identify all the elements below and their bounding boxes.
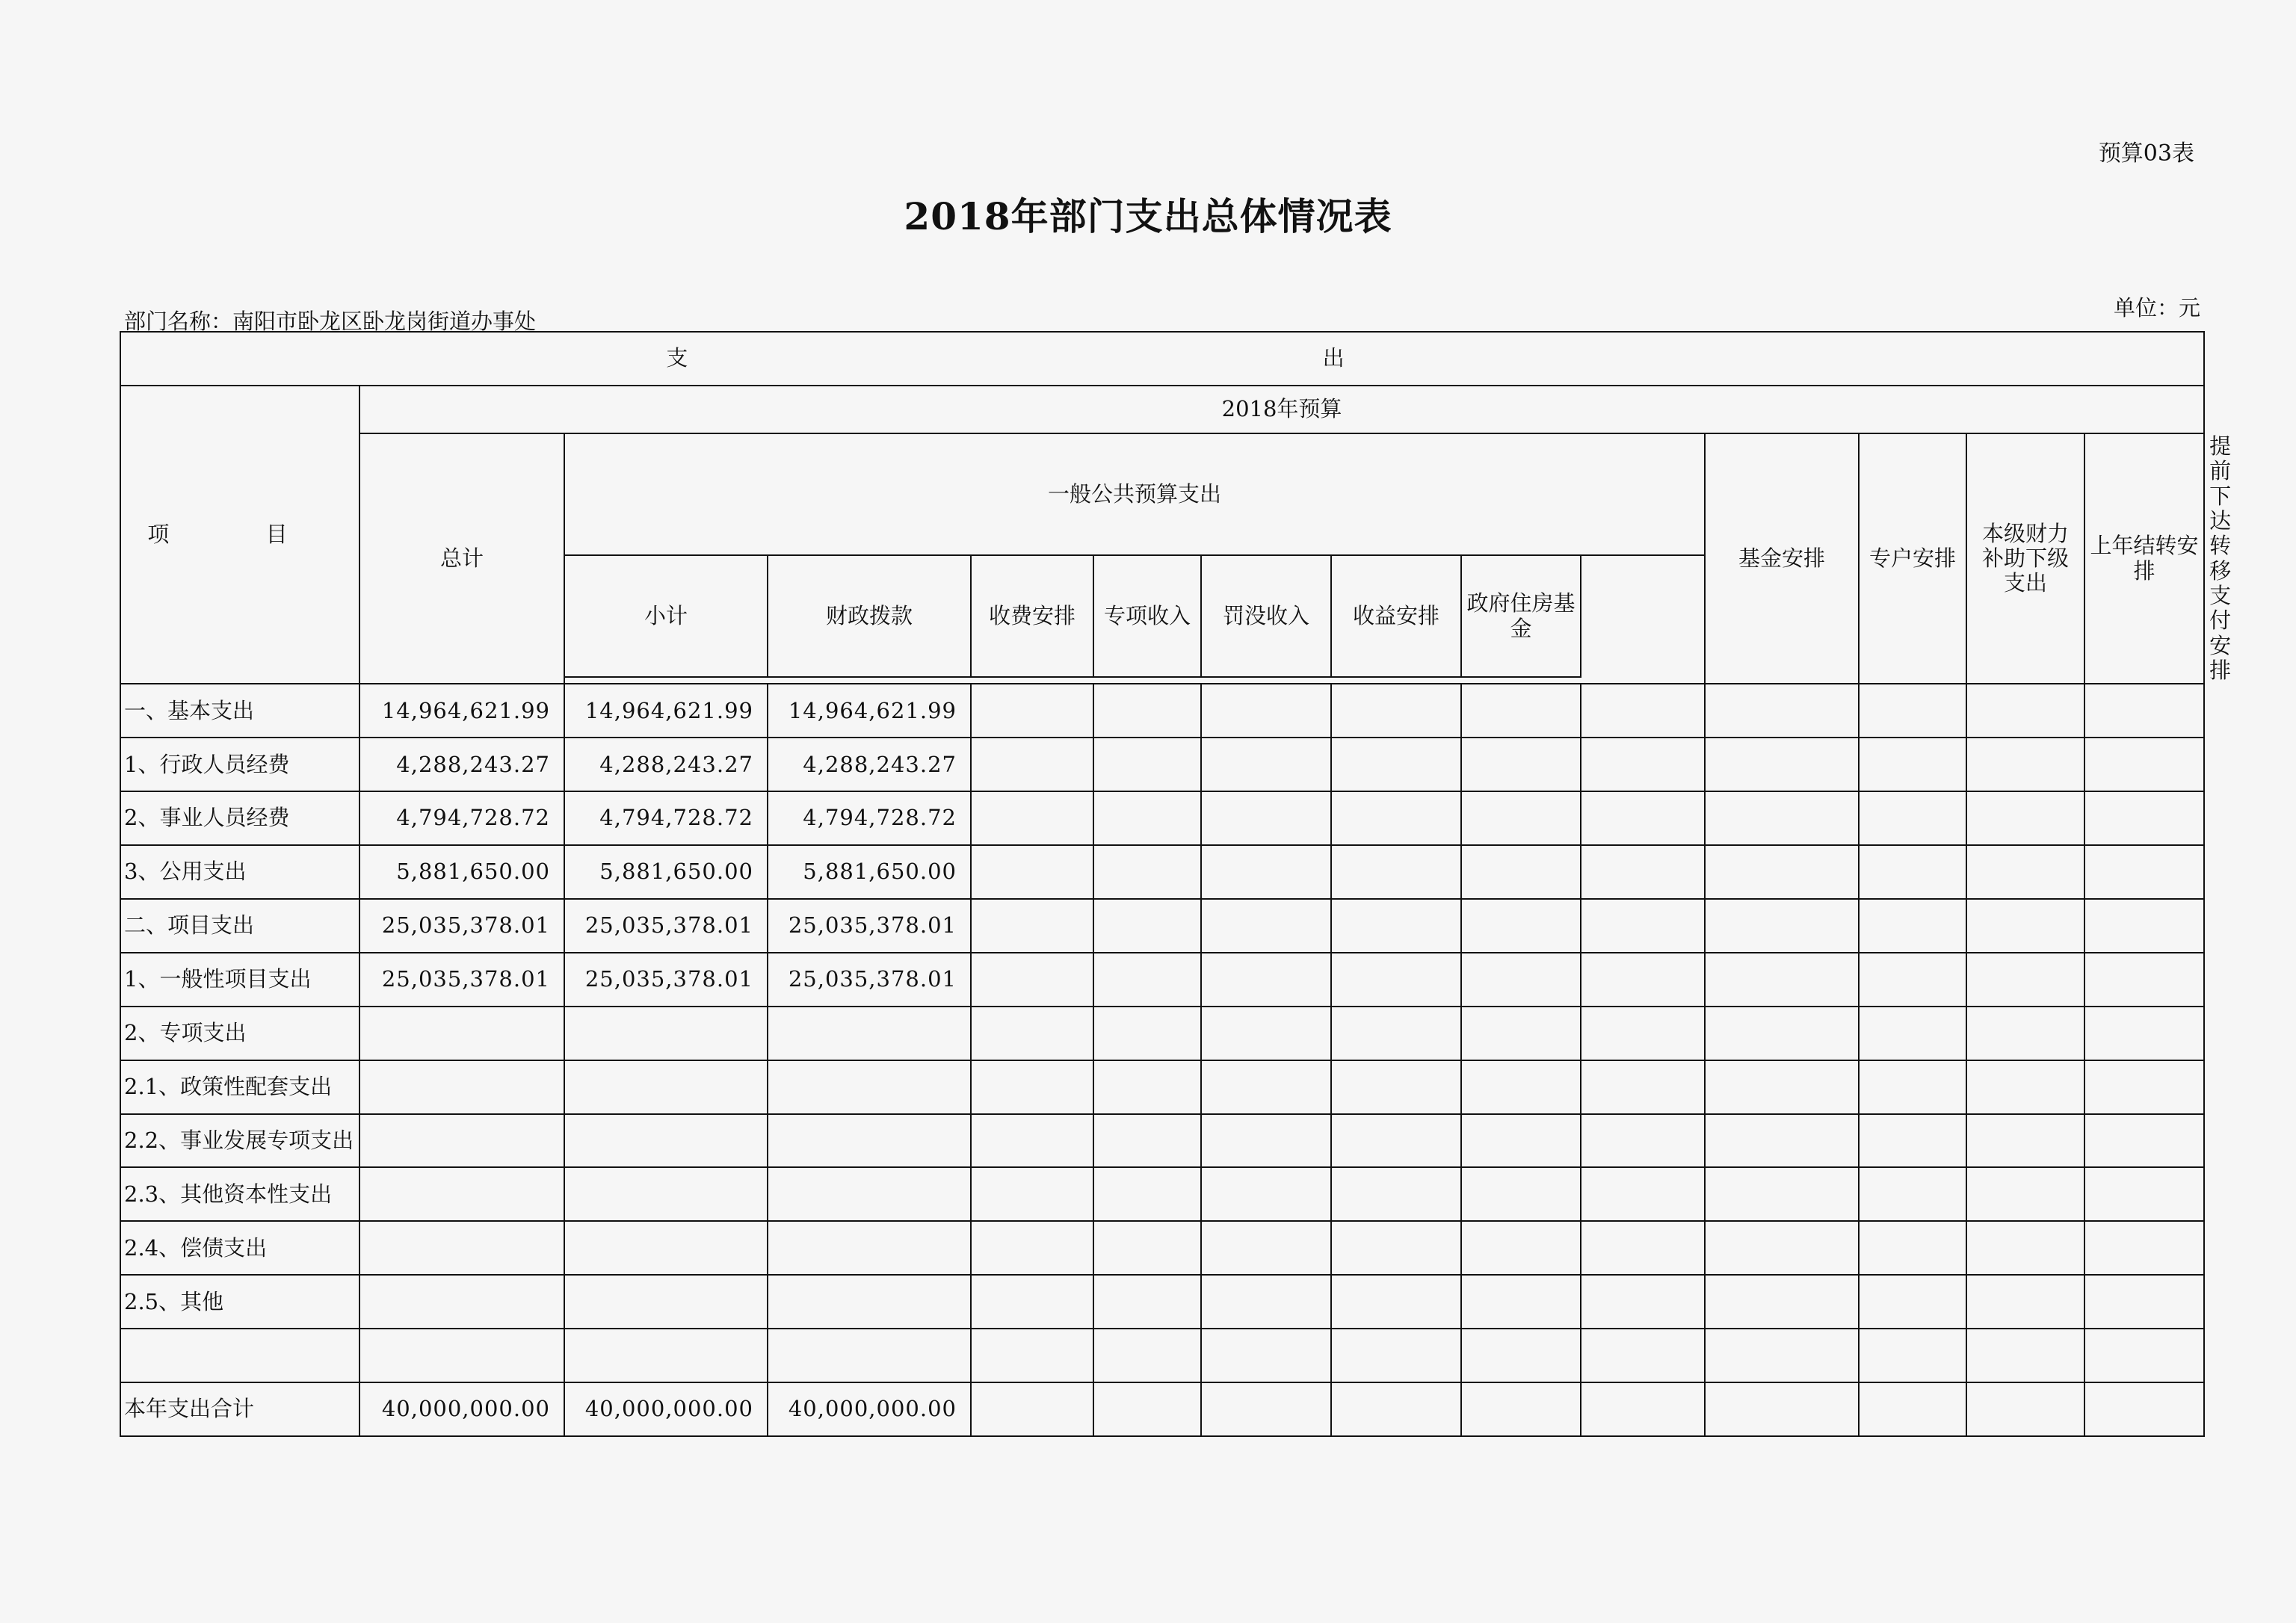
empty-cell <box>2084 1167 2204 1221</box>
table-row <box>120 899 2204 953</box>
empty-cell <box>2084 738 2204 791</box>
empty-cell <box>2084 1275 2204 1329</box>
header-top: 支 出 <box>120 332 2204 386</box>
empty-cell <box>1705 1382 1859 1436</box>
empty-cell <box>1331 1329 1461 1382</box>
empty-cell <box>1859 1382 1966 1436</box>
header-special-account: 专户安排 <box>1859 433 1966 684</box>
table-row <box>120 845 2204 899</box>
empty-cell <box>1331 791 1461 845</box>
empty-cell <box>1093 1221 1201 1275</box>
empty-cell <box>1581 845 1705 899</box>
header-special-income: 专项收入 <box>1093 555 1201 677</box>
empty-cell <box>1093 953 1201 1007</box>
empty-cell <box>1705 738 1859 791</box>
empty-cell <box>1201 845 1331 899</box>
row-item <box>120 1329 359 1382</box>
row-item: 2.2、事业发展专项支出 <box>120 1114 359 1168</box>
row-total <box>359 1329 564 1382</box>
empty-cell <box>1966 953 2084 1007</box>
empty-cell <box>1966 1275 2084 1329</box>
table-row <box>120 1329 2204 1382</box>
row-fiscal <box>768 1329 971 1382</box>
row-subtotal: 40,000,000.00 <box>564 1382 768 1436</box>
row-total <box>359 1221 564 1275</box>
empty-cell <box>1461 1167 1581 1221</box>
empty-cell <box>971 1382 1093 1436</box>
empty-cell <box>2084 953 2204 1007</box>
empty-cell <box>1461 1221 1581 1275</box>
empty-cell <box>971 845 1093 899</box>
empty-cell <box>971 899 1093 953</box>
empty-cell <box>971 1221 1093 1275</box>
row-fiscal: 4,794,728.72 <box>768 791 971 845</box>
empty-cell <box>2084 791 2204 845</box>
row-fiscal: 5,881,650.00 <box>768 845 971 899</box>
empty-cell <box>1093 845 1201 899</box>
empty-cell <box>1093 1382 1201 1436</box>
empty-cell <box>971 791 1093 845</box>
empty-cell <box>1966 738 2084 791</box>
row-item: 二、项目支出 <box>120 899 359 953</box>
empty-cell <box>1859 1060 1966 1114</box>
empty-cell <box>1461 791 1581 845</box>
empty-cell <box>1093 899 1201 953</box>
row-fiscal <box>768 1221 971 1275</box>
row-total: 4,288,243.27 <box>359 738 564 791</box>
empty-cell <box>1201 899 1331 953</box>
empty-cell <box>1201 1221 1331 1275</box>
empty-cell <box>1331 953 1461 1007</box>
empty-cell <box>2084 1060 2204 1114</box>
empty-cell <box>1461 684 1581 738</box>
header-fund: 基金安排 <box>1705 433 1859 684</box>
empty-cell <box>1461 899 1581 953</box>
header-housing-fund: 政府住房基金 <box>1461 555 1581 677</box>
empty-cell <box>1705 1221 1859 1275</box>
header-general-budget: 一般公共预算支出 <box>564 433 1705 555</box>
row-total <box>359 1007 564 1060</box>
empty-cell <box>1705 845 1859 899</box>
empty-cell <box>1461 1114 1581 1168</box>
row-item: 本年支出合计 <box>120 1382 359 1436</box>
row-subtotal <box>564 1275 768 1329</box>
empty-cell <box>1966 845 2084 899</box>
empty-cell <box>971 1007 1093 1060</box>
empty-cell <box>2084 1114 2204 1168</box>
empty-cell <box>971 1275 1093 1329</box>
empty-cell <box>1966 791 2084 845</box>
empty-cell <box>1966 1167 2084 1221</box>
empty-cell <box>1859 1329 1966 1382</box>
empty-cell <box>1331 899 1461 953</box>
empty-cell <box>2084 1007 2204 1060</box>
empty-cell <box>1581 953 1705 1007</box>
table-row <box>120 1275 2204 1329</box>
empty-cell <box>1581 791 1705 845</box>
table-row <box>120 1382 2204 1436</box>
empty-cell <box>1093 738 1201 791</box>
empty-cell <box>1461 1007 1581 1060</box>
empty-cell <box>971 1329 1093 1382</box>
page-title: 2018年部门支出总体情况表 <box>904 194 1392 238</box>
empty-cell <box>1581 1329 1705 1382</box>
empty-cell <box>1859 791 1966 845</box>
table-row <box>120 1221 2204 1275</box>
empty-cell <box>1859 1007 1966 1060</box>
empty-cell <box>971 1114 1093 1168</box>
empty-cell <box>1461 1275 1581 1329</box>
empty-cell <box>1859 684 1966 738</box>
table-row <box>120 953 2204 1007</box>
empty-cell <box>1859 1114 1966 1168</box>
row-total <box>359 1167 564 1221</box>
empty-cell <box>971 953 1093 1007</box>
row-total: 25,035,378.01 <box>359 899 564 953</box>
empty-cell <box>2084 1382 2204 1436</box>
empty-cell <box>1201 791 1331 845</box>
header-subsidy: 本级财力补助下级支出 <box>1966 433 2084 684</box>
row-subtotal <box>564 1167 768 1221</box>
empty-cell <box>971 738 1093 791</box>
empty-cell <box>1859 899 1966 953</box>
header-fiscal: 财政拨款 <box>768 555 971 677</box>
empty-cell <box>1201 1060 1331 1114</box>
table-row <box>120 1114 2204 1168</box>
empty-cell <box>1966 899 2084 953</box>
empty-cell <box>1859 1167 1966 1221</box>
table-row <box>120 1060 2204 1114</box>
empty-cell <box>1581 1114 1705 1168</box>
empty-cell <box>1331 684 1461 738</box>
row-subtotal: 25,035,378.01 <box>564 899 768 953</box>
empty-cell <box>1461 953 1581 1007</box>
row-total <box>359 1275 564 1329</box>
empty-cell <box>1581 1007 1705 1060</box>
table-row <box>120 1007 2204 1060</box>
empty-cell <box>1331 1060 1461 1114</box>
row-subtotal: 4,288,243.27 <box>564 738 768 791</box>
empty-cell <box>1705 1167 1859 1221</box>
row-subtotal: 4,794,728.72 <box>564 791 768 845</box>
table-row <box>120 1167 2204 1221</box>
empty-cell <box>2084 684 2204 738</box>
empty-cell <box>1966 1329 2084 1382</box>
row-subtotal <box>564 1007 768 1060</box>
empty-cell <box>1201 1382 1331 1436</box>
table-row <box>120 738 2204 791</box>
row-subtotal <box>564 1221 768 1275</box>
empty-cell <box>1461 1382 1581 1436</box>
empty-cell <box>1093 791 1201 845</box>
empty-cell <box>1201 684 1331 738</box>
row-total: 25,035,378.01 <box>359 953 564 1007</box>
empty-cell <box>1581 1060 1705 1114</box>
row-item: 1、行政人员经费 <box>120 738 359 791</box>
row-fiscal <box>768 1060 971 1114</box>
unit-label: 单位：元 <box>2113 295 2200 321</box>
row-subtotal: 5,881,650.00 <box>564 845 768 899</box>
header-confiscation: 罚没收入 <box>1201 555 1331 677</box>
header-subtotal: 小计 <box>564 555 768 677</box>
empty-cell <box>1705 1114 1859 1168</box>
empty-cell <box>1966 1382 2084 1436</box>
header-item: 项 目 <box>120 386 359 684</box>
row-total <box>359 1060 564 1114</box>
row-subtotal <box>564 1114 768 1168</box>
empty-cell <box>1331 1007 1461 1060</box>
empty-cell <box>1201 738 1331 791</box>
row-fiscal: 25,035,378.01 <box>768 899 971 953</box>
empty-cell <box>1859 953 1966 1007</box>
empty-cell <box>1093 1060 1201 1114</box>
empty-cell <box>1331 1382 1461 1436</box>
row-total: 40,000,000.00 <box>359 1382 564 1436</box>
row-fiscal <box>768 1167 971 1221</box>
empty-cell <box>1461 1329 1581 1382</box>
row-item: 2、事业人员经费 <box>120 791 359 845</box>
table-row <box>120 791 2204 845</box>
row-fiscal <box>768 1007 971 1060</box>
empty-cell <box>1581 1221 1705 1275</box>
empty-cell <box>2084 899 2204 953</box>
empty-cell <box>1093 1275 1201 1329</box>
empty-cell <box>1966 1221 2084 1275</box>
empty-cell <box>1461 845 1581 899</box>
empty-cell <box>1331 845 1461 899</box>
empty-cell <box>1331 738 1461 791</box>
empty-cell <box>1093 1007 1201 1060</box>
row-subtotal: 25,035,378.01 <box>564 953 768 1007</box>
header-total: 总计 <box>359 433 564 684</box>
empty-cell <box>1705 1060 1859 1114</box>
empty-cell <box>1581 1167 1705 1221</box>
empty-cell <box>1201 1275 1331 1329</box>
empty-cell <box>1966 1114 2084 1168</box>
empty-cell <box>1966 1060 2084 1114</box>
empty-cell <box>1705 1007 1859 1060</box>
form-number: 预算03表 <box>2098 140 2194 167</box>
empty-cell <box>971 1167 1093 1221</box>
empty-cell <box>2084 845 2204 899</box>
empty-cell <box>1581 738 1705 791</box>
header-budget-year: 2018年预算 <box>359 386 2204 433</box>
row-total: 14,964,621.99 <box>359 684 564 738</box>
empty-cell <box>1705 953 1859 1007</box>
row-fiscal: 40,000,000.00 <box>768 1382 971 1436</box>
empty-cell <box>1705 899 1859 953</box>
row-total: 4,794,728.72 <box>359 791 564 845</box>
row-total <box>359 1114 564 1168</box>
empty-cell <box>1331 1275 1461 1329</box>
empty-cell <box>1093 1329 1201 1382</box>
empty-cell <box>1201 1114 1331 1168</box>
empty-cell <box>1859 1275 1966 1329</box>
empty-cell <box>971 1060 1093 1114</box>
empty-cell <box>1201 1329 1331 1382</box>
empty-cell <box>1581 899 1705 953</box>
empty-cell <box>1581 684 1705 738</box>
row-subtotal <box>564 1060 768 1114</box>
empty-cell <box>1705 684 1859 738</box>
row-item: 2.4、偿债支出 <box>120 1221 359 1275</box>
row-fiscal: 14,964,621.99 <box>768 684 971 738</box>
empty-cell <box>1093 1167 1201 1221</box>
row-fiscal: 4,288,243.27 <box>768 738 971 791</box>
empty-cell <box>1201 1007 1331 1060</box>
empty-cell <box>1859 845 1966 899</box>
row-fiscal <box>768 1275 971 1329</box>
empty-cell <box>1705 791 1859 845</box>
empty-cell <box>2084 1221 2204 1275</box>
empty-cell <box>1859 738 1966 791</box>
header-carryover: 上年结转安排 <box>2084 433 2204 684</box>
row-item: 一、基本支出 <box>120 684 359 738</box>
department-name: 部门名称：南阳市卧龙区卧龙岗街道办事处 <box>124 309 537 334</box>
empty-cell <box>1331 1221 1461 1275</box>
header-revenue: 收益安排 <box>1331 555 1461 677</box>
empty-cell <box>1705 1275 1859 1329</box>
empty-cell <box>1966 1007 2084 1060</box>
header-fee: 收费安排 <box>971 555 1093 677</box>
empty-cell <box>1966 684 2084 738</box>
empty-cell <box>1461 738 1581 791</box>
row-item: 3、公用支出 <box>120 845 359 899</box>
empty-cell <box>1461 1060 1581 1114</box>
row-fiscal <box>768 1114 971 1168</box>
empty-cell <box>1093 684 1201 738</box>
row-item: 2.3、其他资本性支出 <box>120 1167 359 1221</box>
empty-cell <box>1201 1167 1331 1221</box>
empty-cell <box>1859 1221 1966 1275</box>
empty-cell <box>1705 1329 1859 1382</box>
row-fiscal: 25,035,378.01 <box>768 953 971 1007</box>
row-subtotal <box>564 1329 768 1382</box>
row-item: 2、专项支出 <box>120 1007 359 1060</box>
row-total: 5,881,650.00 <box>359 845 564 899</box>
row-item: 2.1、政策性配套支出 <box>120 1060 359 1114</box>
empty-cell <box>1581 1382 1705 1436</box>
table-row <box>120 684 2204 738</box>
empty-cell <box>1201 953 1331 1007</box>
empty-cell <box>2084 1329 2204 1382</box>
empty-cell <box>971 684 1093 738</box>
expenditure-table: 支 出 项 目 2018年预算 总计 一般公共预算支出 基金安排 专户安排 本级财力补助下级支出 上年结转安排 提前下达转移支付安排 小计 财政拨款 收费安排 专项收入 罚没收入 收益安排 政府住房基金 一、基本支出 14,964,621.99 14,964,621.99 14,964,621.99 1、行政人员经费 4,288,243.27 4,288,243.27 4,288,243.27 2、事业人员经费 4,794,728.72 4,794,728.72 4,794,728.72 3、公用支出 5,881,650.00 5,881,650.00 5,881,650.00 二、项目支出 25,035,378.01 25,035,378.01 25,035,378.01 1、一般性项目支出 25,035,378.01 25,035,378.01 25,035,378.01 2、专项支出 2.1、政策性配套支出 2.2、事业发展专项支出 2.3、其他资本性支出 2.4、偿债支出 2.5、其他 本年支出合计 40,000,000.00 40,000,000.00 40,000,000.00 <box>120 331 2205 1437</box>
row-subtotal: 14,964,621.99 <box>564 684 768 738</box>
empty-cell <box>1331 1114 1461 1168</box>
row-item: 1、一般性项目支出 <box>120 953 359 1007</box>
empty-cell <box>1093 1114 1201 1168</box>
empty-cell <box>1581 1275 1705 1329</box>
empty-cell <box>1331 1167 1461 1221</box>
row-item: 2.5、其他 <box>120 1275 359 1329</box>
